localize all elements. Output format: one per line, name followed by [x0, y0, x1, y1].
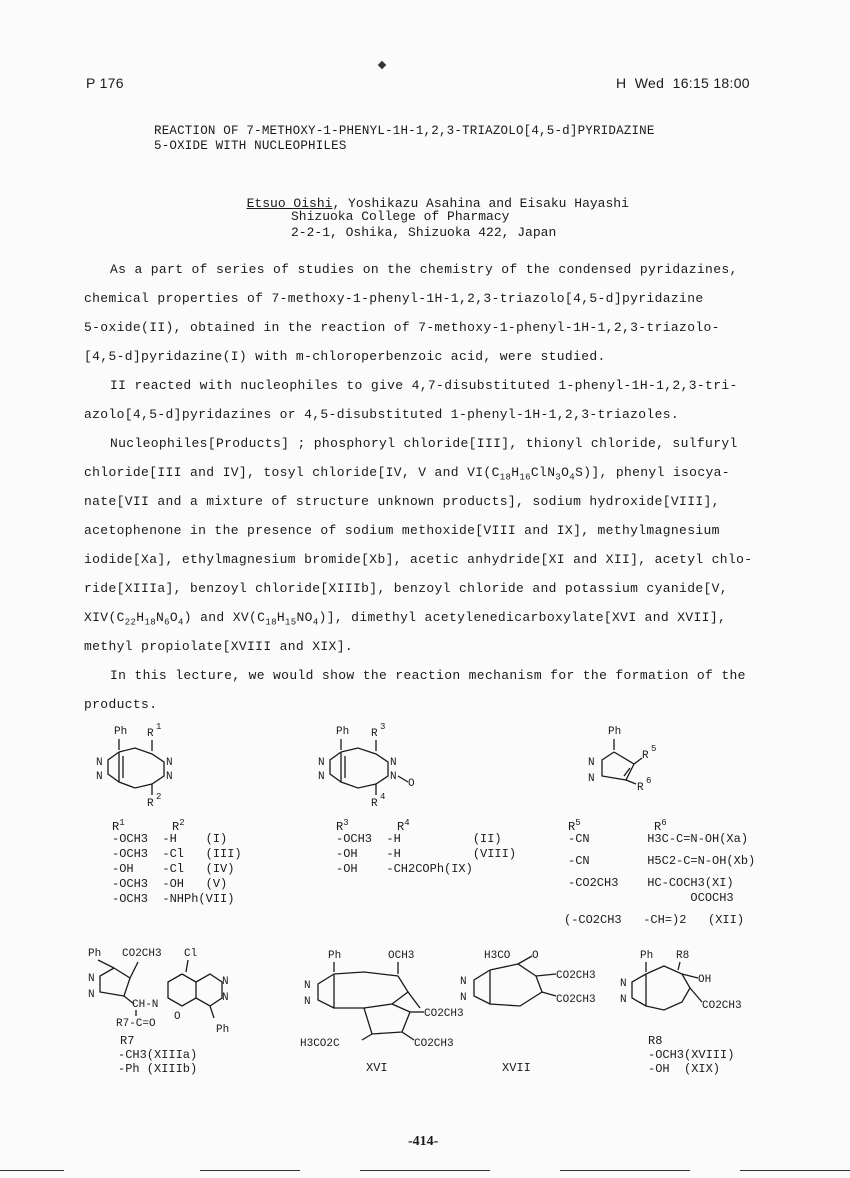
- svg-text:N: N: [588, 757, 595, 769]
- svg-text:O: O: [408, 778, 415, 790]
- table-header-r3: $R^3$: [336, 818, 349, 834]
- svg-text:Ph: Ph: [328, 950, 342, 962]
- presenting-author: Etsuo Oishi: [246, 196, 333, 211]
- svg-text:H3CO: H3CO: [484, 950, 511, 962]
- structure-xiii: [86, 944, 256, 1044]
- affiliation-line2: 2-2-1, Oshika, Shizuoka 422, Japan: [291, 225, 557, 240]
- session-time: H Wed 16:15 18:00: [616, 75, 750, 91]
- svg-text:R: R: [147, 728, 154, 740]
- svg-text:N: N: [460, 992, 467, 1004]
- body-line: ride[XIIIa], benzoyl chloride[XIIIb], benzoyl chloride and potassium cyanide[V,: [84, 581, 728, 596]
- svg-text:Ph: Ph: [640, 950, 654, 962]
- svg-text:CO2CH3: CO2CH3: [702, 1000, 742, 1012]
- substituent-row: -OH (XIX): [648, 1062, 721, 1076]
- svg-text:N: N: [588, 773, 595, 785]
- compound-label-xvii: XVII: [502, 1061, 531, 1075]
- svg-text:CO2CH3: CO2CH3: [414, 1038, 454, 1050]
- body-line: products.: [84, 697, 158, 712]
- bottom-rule: [0, 1170, 64, 1171]
- bottom-rule: [740, 1170, 850, 1171]
- svg-text:N: N: [96, 757, 103, 769]
- co-authors: , Yoshikazu Asahina and Eisaku Hayashi: [332, 196, 629, 211]
- body-line: $XIV(C_{22}H_{18}N_6O_4)$ and $XV(C_{18}H_{15}NO_4)$], dimethyl acetylenedicarboxylate[XVI and XVII],: [84, 610, 727, 628]
- body-line: chloride[III and IV], tosyl chloride[IV, V and $VI(C_{18}H_{16}ClN_3O_4S)$], phenyl isocya-: [84, 465, 730, 483]
- bottom-rule: [200, 1170, 300, 1171]
- substituent-row: -Ph (XIIIb): [118, 1062, 198, 1076]
- svg-text:Ph: Ph: [336, 726, 350, 738]
- svg-text:N: N: [318, 771, 325, 783]
- table-header-r4: $R^4$: [397, 818, 410, 834]
- svg-text:CO2CH3: CO2CH3: [122, 948, 162, 960]
- svg-text:N: N: [88, 989, 95, 1001]
- svg-text:N: N: [166, 771, 173, 783]
- body-line: 5-oxide(II), obtained in the reaction of 7-methoxy-1-phenyl-1H-1,2,3-triazolo-: [84, 320, 720, 335]
- substituent-row: -OH -H (VIII): [336, 847, 517, 861]
- substituent-row: -CN H5C2-C=N-OH(Xb): [568, 854, 756, 868]
- svg-text:Ph: Ph: [88, 948, 102, 960]
- body-line: Nucleophiles[Products] ; phosphoryl chloride[III], thionyl chloride, sulfuryl: [110, 436, 738, 451]
- structure-xviii: [620, 944, 800, 1034]
- svg-text:O: O: [532, 950, 539, 962]
- substituent-row: -OCH3 -OH (V): [112, 877, 228, 891]
- substituent-row: -OH -CH2COPh(IX): [336, 862, 473, 876]
- table-header-r8: R8: [648, 1034, 663, 1048]
- svg-text:3: 3: [380, 722, 386, 732]
- body-line: acetophenone in the presence of sodium methoxide[VIII and IX], methylmagnesium: [84, 523, 720, 538]
- svg-text:N: N: [222, 992, 229, 1004]
- body-line: As a part of series of studies on the chemistry of the condensed pyridazines,: [110, 262, 738, 277]
- svg-text:CO2CH3: CO2CH3: [424, 1008, 464, 1020]
- structure-xvi: [300, 944, 480, 1054]
- svg-text:Ph: Ph: [608, 726, 622, 738]
- svg-text:H3CO2C: H3CO2C: [300, 1038, 340, 1050]
- svg-text:R8: R8: [676, 950, 690, 962]
- body-line: methyl propiolate[XVIII and XIX].: [84, 639, 353, 654]
- svg-text:O: O: [174, 1011, 181, 1023]
- substituent-row: OCOCH3: [568, 891, 734, 905]
- svg-text:CO2CH3: CO2CH3: [556, 994, 596, 1006]
- compound-label-xvi: XVI: [366, 1061, 388, 1075]
- body-line: nate[VII and a mixture of structure unknown products], sodium hydroxide[VIII],: [84, 494, 720, 509]
- body-line: [4,5-d]pyridazine(I) with m-chloroperbenzoic acid, were studied.: [84, 349, 606, 364]
- svg-text:N: N: [304, 996, 311, 1008]
- substituent-row: -OCH3 -H (I): [112, 832, 228, 846]
- body-line: chemical properties of 7-methoxy-1-phenyl-1H-1,2,3-triazolo[4,5-d]pyridazine: [84, 291, 704, 306]
- svg-text:N: N: [166, 757, 173, 769]
- svg-text:N: N: [390, 771, 397, 783]
- table-header-r1: $R^1$: [112, 818, 125, 834]
- svg-text:N: N: [304, 980, 311, 992]
- substituent-row: -CO2CH3 HC-COCH3(XI): [568, 876, 734, 890]
- substituent-row: -OCH3 -NHPh(VII): [112, 892, 235, 906]
- svg-text:Cl: Cl: [184, 948, 198, 960]
- svg-text:N: N: [88, 973, 95, 985]
- body-line: iodide[Xa], ethylmagnesium bromide[Xb], acetic anhydride[XI and XII], acetyl chlo-: [84, 552, 753, 567]
- table-header-r6: $R^6$: [654, 818, 667, 834]
- svg-text:CO2CH3: CO2CH3: [556, 970, 596, 982]
- body-line: II reacted with nucleophiles to give 4,7-disubstituted 1-phenyl-1H-1,2,3-tri-: [110, 378, 738, 393]
- paper-title-line2: 5-OXIDE WITH NUCLEOPHILES: [154, 139, 347, 153]
- table-header-r5: $R^5$: [568, 818, 581, 834]
- svg-text:R: R: [371, 728, 378, 740]
- structure-n-oxide: [312, 718, 432, 818]
- svg-text:R7-C=O: R7-C=O: [116, 1018, 156, 1030]
- structure-triazolopyridazine: [90, 718, 200, 818]
- substituent-row: -OCH3 -Cl (III): [112, 847, 242, 861]
- table-header-r2: $R^2$: [172, 818, 185, 834]
- svg-text:N: N: [390, 757, 397, 769]
- substituent-row: -OCH3 -H (II): [336, 832, 502, 846]
- svg-text:N: N: [620, 994, 627, 1006]
- structure-xvii: [456, 944, 626, 1044]
- mark-dot: [378, 61, 386, 69]
- svg-text:N: N: [222, 976, 229, 988]
- svg-text:R: R: [147, 798, 154, 810]
- svg-text:CH-N: CH-N: [132, 999, 159, 1011]
- svg-text:N: N: [318, 757, 325, 769]
- paper-title-line1: REACTION OF 7-METHOXY-1-PHENYL-1H-1,2,3-TRIAZOLO[4,5-d]PYRIDAZINE: [154, 124, 655, 138]
- bottom-rule: [560, 1170, 690, 1171]
- substituent-row: -CN H3C-C=N-OH(Xa): [568, 832, 749, 846]
- svg-text:Ph: Ph: [114, 726, 128, 738]
- svg-text:OH: OH: [698, 974, 712, 986]
- affiliation-line1: Shizuoka College of Pharmacy: [291, 209, 510, 224]
- substituent-row: -CH3(XIIIa): [118, 1048, 198, 1062]
- authors: [231, 181, 629, 211]
- svg-text:OCH3: OCH3: [388, 950, 415, 962]
- svg-text:R: R: [637, 782, 644, 794]
- svg-text:4: 4: [380, 792, 386, 802]
- body-line: In this lecture, we would show the reaction mechanism for the formation of the: [110, 668, 746, 683]
- table-header-r7: R7: [120, 1034, 135, 1048]
- svg-text:N: N: [620, 978, 627, 990]
- svg-text:1: 1: [156, 722, 162, 732]
- page-code: P 176: [86, 75, 124, 91]
- svg-text:2: 2: [156, 792, 162, 802]
- svg-text:R: R: [642, 750, 649, 762]
- svg-text:N: N: [96, 771, 103, 783]
- body-line: azolo[4,5-d]pyridazines or 4,5-disubstituted 1-phenyl-1H-1,2,3-triazoles.: [84, 407, 680, 422]
- svg-text:N: N: [460, 976, 467, 988]
- svg-text:6: 6: [646, 776, 652, 786]
- svg-text:5: 5: [651, 744, 657, 754]
- substituent-row: (-CO2CH3 -CH=)2 (XII): [564, 913, 745, 927]
- structure-triazole: [580, 718, 680, 798]
- substituent-row: -OCH3(XVIII): [648, 1048, 735, 1062]
- substituent-row: -OH -Cl (IV): [112, 862, 235, 876]
- page-number: -414-: [408, 1134, 439, 1149]
- bottom-rule: [360, 1170, 490, 1171]
- svg-text:R: R: [371, 798, 378, 810]
- svg-text:Ph: Ph: [216, 1024, 230, 1036]
